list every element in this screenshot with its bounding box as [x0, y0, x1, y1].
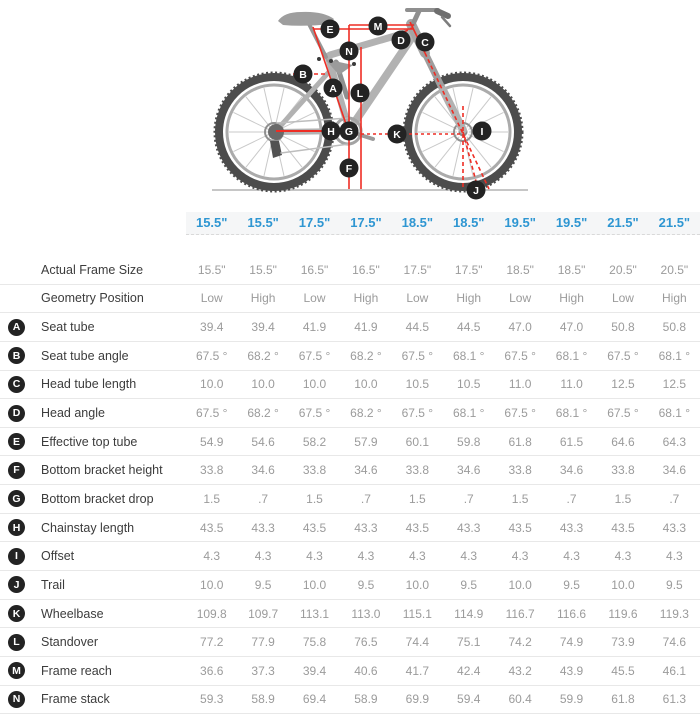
row-letter-badge: D — [8, 405, 25, 422]
row-label: Wheelbase — [41, 606, 104, 621]
row-value-cell: 77.2 — [200, 635, 224, 650]
row-value-cell: 68.2 ° — [350, 348, 382, 363]
size-header-cell: 21.5" — [658, 215, 691, 230]
row-value-cell: 64.3 — [662, 434, 687, 449]
row-value-cell: 33.8 — [302, 463, 327, 478]
row-value-cell: High — [662, 291, 687, 306]
row-value-cell: 33.8 — [405, 463, 429, 478]
trail-dash — [463, 132, 478, 189]
row-value-cell: 4.3 — [254, 549, 272, 564]
row-values — [186, 349, 700, 363]
row-value-cell: 34.6 — [251, 463, 275, 478]
row-label: Frame stack — [41, 692, 110, 707]
row-values — [186, 549, 700, 563]
row-value-cell: 36.6 — [200, 663, 224, 678]
row-value-cell: 1.5 — [511, 491, 529, 506]
row-letter-badge: M — [8, 662, 25, 679]
size-header-cell: 19.5" — [504, 215, 536, 230]
row-value-cell: 59.4 — [457, 692, 481, 707]
row-values — [186, 291, 700, 305]
row-badge-column — [0, 519, 41, 536]
svg-text:H: H — [327, 125, 335, 138]
row-value-cell: 67.5 ° — [298, 348, 331, 363]
row-value-cell: 68.2 ° — [247, 348, 279, 363]
row-value-cell: 12.5 — [611, 377, 635, 392]
svg-text:J: J — [473, 184, 479, 197]
row-value-cell: 60.1 — [405, 434, 429, 449]
row-letter-badge: F — [8, 462, 25, 479]
table-row — [0, 256, 700, 285]
row-value-cell: High — [456, 291, 482, 306]
rear-derailleur — [270, 141, 282, 158]
row-value-cell: 50.8 — [662, 320, 687, 335]
table-row — [0, 456, 700, 485]
svg-text:E: E — [326, 23, 334, 36]
size-header-cell: 21.5" — [607, 215, 639, 230]
row-value-cell: 73.9 — [611, 635, 635, 650]
row-value-cell: 4.3 — [306, 549, 323, 564]
row-value-cell: 1.5 — [614, 491, 632, 506]
row-value-cell: 1.5 — [408, 491, 426, 506]
row-letter-badge: C — [8, 376, 25, 393]
svg-text:G: G — [344, 125, 354, 138]
row-badge-column — [0, 605, 41, 622]
row-value-cell: 57.9 — [354, 434, 378, 449]
size-header-cell: 17.5" — [350, 215, 382, 230]
row-letter-badge: A — [8, 319, 25, 336]
row-value-cell: 4.3 — [357, 549, 375, 564]
row-value-cell: .7 — [669, 491, 680, 506]
row-label: Seat tube angle — [41, 348, 129, 363]
callout-badge-C — [416, 33, 435, 52]
row-value-cell: 54.6 — [251, 434, 275, 449]
row-values — [186, 578, 700, 592]
row-value-cell: 43.9 — [559, 663, 584, 678]
row-letter-badge: L — [8, 634, 25, 651]
row-value-cell: 17.5" — [454, 262, 483, 277]
row-value-cell: 4.3 — [511, 549, 529, 564]
row-value-cell: Low — [509, 291, 532, 306]
table-row — [0, 342, 700, 371]
row-label: Geometry Position — [41, 291, 144, 306]
row-value-cell: Low — [611, 291, 634, 306]
svg-text:M: M — [373, 20, 383, 33]
row-value-cell: 61.5 — [559, 434, 584, 449]
row-value-cell: 37.3 — [251, 663, 275, 678]
callout-badge-N — [340, 42, 359, 61]
row-value-cell: 34.6 — [559, 463, 584, 478]
row-value-cell: 11.0 — [508, 377, 532, 392]
row-value-cell: 68.2 ° — [350, 406, 382, 421]
row-value-cell: 43.5 — [508, 520, 532, 535]
row-value-cell: 67.5 ° — [504, 348, 536, 363]
row-value-cell: 39.4 — [302, 663, 327, 678]
size-header-cell: 18.5" — [401, 215, 434, 230]
svg-text:K: K — [393, 128, 401, 141]
row-value-cell: 41.7 — [405, 663, 429, 678]
row-badge-column — [0, 691, 41, 708]
row-value-cell: 114.9 — [454, 606, 484, 621]
row-value-cell: High — [353, 291, 379, 306]
row-values — [186, 692, 700, 706]
row-value-cell: 47.0 — [559, 320, 584, 335]
row-values — [186, 492, 700, 506]
row-value-cell: 115.1 — [402, 606, 432, 621]
table-row — [0, 542, 700, 571]
row-letter-badge: B — [8, 347, 25, 364]
row-value-cell: 33.8 — [508, 463, 532, 478]
row-value-cell: Low — [200, 291, 223, 306]
row-value-cell: 12.5 — [662, 377, 687, 392]
row-value-cell: 33.8 — [200, 463, 224, 478]
row-value-cell: 16.5" — [352, 262, 380, 277]
row-value-cell: 20.5" — [609, 262, 637, 277]
row-value-cell: 11.0 — [560, 377, 583, 392]
row-label: Standover — [41, 635, 98, 650]
row-values — [186, 435, 700, 449]
row-label: Head tube length — [41, 377, 137, 392]
row-value-cell: 43.5 — [611, 520, 635, 535]
row-value-cell: 68.1 ° — [452, 348, 485, 363]
row-letter-badge: J — [8, 576, 25, 593]
svg-text:L: L — [356, 87, 364, 100]
row-value-cell: 68.1 ° — [555, 348, 588, 363]
callout-badge-G — [340, 122, 359, 141]
row-letter-badge: E — [8, 433, 25, 450]
row-value-cell: 10.0 — [251, 377, 275, 392]
row-value-cell: 34.6 — [662, 463, 687, 478]
row-value-cell: 68.1 ° — [452, 406, 485, 421]
row-value-cell: 68.2 ° — [247, 406, 279, 421]
row-value-cell: 69.9 — [405, 692, 429, 707]
row-value-cell: 10.0 — [354, 377, 378, 392]
svg-text:B: B — [299, 68, 307, 81]
row-value-cell: 43.3 — [559, 520, 584, 535]
row-value-cell: 67.5 ° — [298, 406, 331, 421]
row-badge-column — [0, 405, 41, 422]
row-value-cell: 58.9 — [251, 692, 275, 707]
row-letter-badge: I — [8, 548, 25, 565]
row-value-cell: 74.2 — [508, 635, 532, 650]
row-label: Effective top tube — [41, 434, 138, 449]
row-values — [186, 463, 700, 477]
chain-bottom — [281, 144, 349, 153]
size-header-cell: 15.5" — [195, 215, 228, 230]
row-label: Seat tube — [41, 320, 95, 335]
row-value-cell: 34.6 — [457, 463, 481, 478]
row-label: Bottom bracket height — [41, 463, 163, 478]
row-value-cell: 43.3 — [354, 520, 378, 535]
row-value-cell: 61.3 — [662, 692, 687, 707]
row-value-cell: .7 — [463, 491, 474, 506]
svg-text:C: C — [421, 36, 429, 49]
row-value-cell: 41.9 — [302, 320, 327, 335]
row-value-cell: 4.3 — [460, 549, 478, 564]
svg-text:F: F — [345, 162, 353, 175]
callout-badge-I — [473, 122, 492, 141]
row-value-cell: 74.6 — [662, 635, 687, 650]
row-value-cell: .7 — [360, 491, 371, 506]
row-value-cell: 9.5 — [357, 577, 375, 592]
row-value-cell: 75.8 — [302, 635, 327, 650]
row-value-cell: 50.8 — [611, 320, 635, 335]
row-value-cell: 59.9 — [559, 692, 584, 707]
row-value-cell: Low — [303, 291, 326, 306]
row-values — [186, 263, 700, 277]
callout-badge-J — [467, 181, 486, 200]
row-label: Frame reach — [41, 663, 112, 678]
row-letter-badge: G — [8, 490, 25, 507]
row-badge-column — [0, 490, 41, 507]
row-value-cell: 10.5 — [405, 377, 429, 392]
row-letter-badge: K — [8, 605, 25, 622]
callout-badge-K — [388, 125, 407, 144]
row-value-cell: 9.5 — [254, 577, 272, 592]
row-values — [186, 521, 700, 535]
row-badge-column — [0, 376, 41, 393]
callout-badge-M — [369, 17, 388, 36]
row-value-cell: 77.9 — [251, 635, 275, 650]
table-row — [0, 571, 700, 600]
row-value-cell: 67.5 ° — [401, 406, 434, 421]
size-header-cell: 19.5" — [555, 215, 588, 230]
row-value-cell: 10.0 — [302, 377, 327, 392]
row-badge-column — [0, 347, 41, 364]
row-value-cell: 10.0 — [302, 577, 327, 592]
svg-text:D: D — [397, 34, 405, 47]
row-value-cell: 67.5 ° — [504, 406, 536, 421]
table-row — [0, 514, 700, 543]
row-value-cell: 113.0 — [351, 606, 381, 621]
row-value-cell: 69.4 — [302, 692, 327, 707]
row-value-cell: 59.8 — [457, 434, 481, 449]
row-value-cell: 34.6 — [354, 463, 378, 478]
row-value-cell: 15.5" — [197, 262, 226, 277]
row-badge-column — [0, 548, 41, 565]
row-value-cell: 75.1 — [457, 635, 481, 650]
row-value-cell: 4.3 — [563, 549, 580, 564]
row-value-cell: 45.5 — [611, 663, 635, 678]
row-value-cell: 4.3 — [614, 549, 632, 564]
row-value-cell: 44.5 — [457, 320, 481, 335]
row-value-cell: 47.0 — [508, 320, 532, 335]
row-values — [186, 406, 700, 420]
size-header-cell: 18.5" — [453, 215, 485, 230]
row-values — [186, 607, 700, 621]
row-value-cell: 43.3 — [457, 520, 481, 535]
row-value-cell: 59.3 — [200, 692, 224, 707]
callout-badge-E — [321, 20, 340, 39]
row-value-cell: 20.5" — [660, 262, 689, 277]
table-row — [0, 628, 700, 657]
row-value-cell: Low — [406, 291, 429, 306]
row-value-cell: 15.5" — [249, 262, 277, 277]
row-value-cell: 1.5 — [203, 491, 221, 506]
row-value-cell: 10.0 — [405, 577, 429, 592]
row-value-cell: 17.5" — [403, 262, 432, 277]
row-value-cell: 1.5 — [306, 491, 323, 506]
row-value-cell: 60.4 — [508, 692, 532, 707]
row-value-cell: 9.5 — [666, 577, 683, 592]
row-value-cell: 116.7 — [505, 606, 535, 621]
row-value-cell: 58.2 — [302, 434, 327, 449]
callout-badge-H — [322, 122, 341, 141]
size-header-cell: 17.5" — [298, 215, 331, 230]
row-label: Bottom bracket drop — [41, 491, 154, 506]
row-value-cell: 64.6 — [611, 434, 635, 449]
row-label: Chainstay length — [41, 520, 135, 535]
row-value-cell: 4.3 — [203, 549, 221, 564]
row-value-cell: 4.3 — [666, 549, 683, 564]
row-value-cell: 43.3 — [251, 520, 275, 535]
row-label: Trail — [41, 577, 65, 592]
table-row — [0, 600, 700, 629]
bike-geometry-diagram — [0, 0, 700, 210]
row-value-cell: .7 — [566, 491, 577, 506]
row-value-cell: 43.5 — [405, 520, 429, 535]
row-value-cell: 68.1 ° — [555, 406, 588, 421]
row-value-cell: 109.8 — [196, 606, 227, 621]
row-value-cell: 18.5" — [557, 262, 586, 277]
svg-text:A: A — [329, 82, 337, 95]
row-value-cell: 68.1 ° — [658, 406, 691, 421]
row-value-cell: 43.5 — [200, 520, 224, 535]
row-value-cell: 67.5 ° — [195, 406, 228, 421]
row-value-cell: 109.7 — [248, 606, 279, 621]
row-value-cell: 10.0 — [508, 577, 532, 592]
row-value-cell: 61.8 — [508, 434, 532, 449]
row-label: Offset — [41, 549, 75, 564]
row-value-cell: 54.9 — [200, 434, 224, 449]
row-value-cell: High — [250, 291, 276, 306]
row-value-cell: 40.6 — [354, 663, 378, 678]
row-value-cell: 74.4 — [405, 635, 429, 650]
table-row — [0, 285, 700, 314]
row-value-cell: 58.9 — [354, 692, 378, 707]
row-value-cell: 119.3 — [659, 606, 689, 621]
row-values — [186, 377, 700, 391]
row-values — [186, 635, 700, 649]
row-value-cell: 119.6 — [608, 606, 638, 621]
row-value-cell: 16.5" — [300, 262, 329, 277]
row-value-cell: 9.5 — [563, 577, 580, 592]
callout-badge-D — [392, 31, 411, 50]
row-value-cell: 18.5" — [506, 262, 534, 277]
row-badge-column — [0, 319, 41, 336]
row-value-cell: 10.0 — [611, 577, 635, 592]
row-value-cell: .7 — [258, 491, 269, 506]
svg-text:I: I — [480, 125, 484, 138]
callout-badge-L — [351, 84, 370, 103]
table-row — [0, 399, 700, 428]
row-values — [186, 664, 700, 678]
row-value-cell: 43.5 — [302, 520, 327, 535]
row-value-cell: 46.1 — [662, 663, 687, 678]
size-header-cell: 15.5" — [247, 215, 279, 230]
table-row — [0, 657, 700, 686]
row-values — [186, 320, 700, 334]
row-value-cell: 42.4 — [457, 663, 481, 678]
table-row — [0, 686, 700, 715]
row-value-cell: 33.8 — [611, 463, 635, 478]
row-value-cell: 41.9 — [354, 320, 378, 335]
table-row — [0, 313, 700, 342]
row-badge-column — [0, 634, 41, 651]
row-value-cell: 9.5 — [460, 577, 478, 592]
row-value-cell: 43.3 — [662, 520, 687, 535]
row-label: Head angle — [41, 406, 105, 421]
row-value-cell: 116.6 — [556, 606, 587, 621]
row-value-cell: 43.2 — [508, 663, 532, 678]
row-value-cell: 10.5 — [457, 377, 481, 392]
row-value-cell: 44.5 — [405, 320, 429, 335]
row-value-cell: 10.0 — [200, 577, 224, 592]
callout-badge-A — [324, 79, 343, 98]
row-badge-column — [0, 662, 41, 679]
row-value-cell: 67.5 ° — [195, 348, 228, 363]
row-letter-badge: N — [8, 691, 25, 708]
row-badge-column — [0, 462, 41, 479]
row-value-cell: 67.5 ° — [607, 406, 639, 421]
row-value-cell: 61.8 — [611, 692, 635, 707]
size-header-row — [186, 212, 700, 235]
table-row — [0, 428, 700, 457]
row-value-cell: High — [559, 291, 584, 306]
row-badge-column — [0, 433, 41, 450]
table-row — [0, 371, 700, 400]
row-value-cell: 67.5 ° — [401, 348, 434, 363]
row-value-cell: 67.5 ° — [607, 348, 639, 363]
geometry-table — [0, 256, 700, 714]
callout-badge-F — [340, 159, 359, 178]
table-row — [0, 485, 700, 514]
row-value-cell: 39.4 — [251, 320, 275, 335]
svg-text:N: N — [345, 45, 353, 58]
row-value-cell: 74.9 — [559, 635, 584, 650]
row-value-cell: 113.1 — [299, 606, 330, 621]
row-value-cell: 76.5 — [354, 635, 378, 650]
row-value-cell: 39.4 — [200, 320, 224, 335]
row-letter-badge: H — [8, 519, 25, 536]
row-label: Actual Frame Size — [41, 262, 144, 277]
row-value-cell: 10.0 — [200, 377, 224, 392]
row-value-cell: 68.1 ° — [658, 348, 691, 363]
callout-badge-B — [294, 65, 313, 84]
row-value-cell: 4.3 — [408, 549, 426, 564]
row-badge-column — [0, 576, 41, 593]
